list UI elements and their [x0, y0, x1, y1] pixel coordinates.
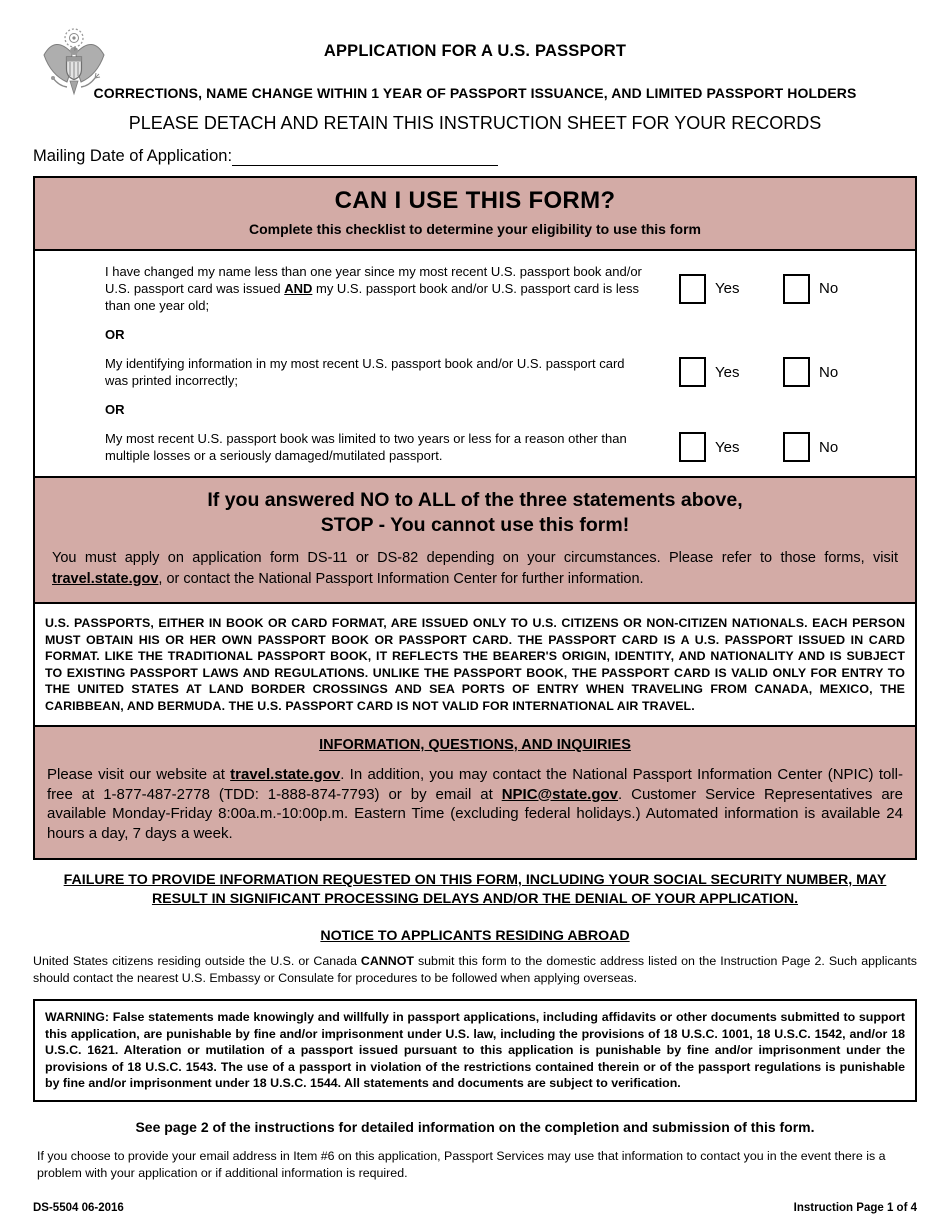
- eligibility-title: CAN I USE THIS FORM?: [334, 187, 616, 214]
- passport-card-notice-section: [35, 602, 915, 725]
- great-seal-icon: [41, 26, 107, 102]
- warning-label: WARNING:: [45, 1010, 110, 1024]
- retain-instruction-line: PLEASE DETACH AND RETAIN THIS INSTRUCTION SHEET FOR YOUR RECORDS: [128, 113, 822, 133]
- eligibility-checklist: [35, 249, 915, 476]
- page-title: APPLICATION FOR A U.S. PASSPORT: [323, 42, 627, 60]
- mailing-date-label: Mailing Date of Application:: [33, 147, 233, 165]
- travel-state-gov-link: travel.state.gov: [52, 570, 159, 587]
- stop-section: [35, 476, 915, 602]
- no-label: No: [819, 363, 839, 381]
- page-footer: [33, 1202, 917, 1214]
- stop-heading-line2: STOP - You cannot use this form!: [320, 514, 630, 536]
- abroad-notice-body: United States citizens residing outside the U.S. or Canada CANNOT submit this form to the domestic address listed on the Instruction Page 2. Such applicants should contact the nearest U.S. Embassy or Consulate for procedures to be followed when applying overseas.: [33, 954, 917, 985]
- eligibility-subtitle: Complete this checklist to determine your eligibility to use this form: [249, 221, 701, 237]
- warning-text: WARNING: False statements made knowingly and willfully in passport applications, including affidavits or other documents submitted to support this application, are punishable by fine and/or imprisonment under U.S. law, including the provisions of 18 U.S.C. 1001, 18 U.S.C. 1542, and/or 18 U.S.C. 1621. Alteration or mutilation of a passport issued pursuant to this application is punishable by fine and/or imprisonment under the provisions of 18 U.S.C. 1543. The use of a passport in violation of the restrictions contained therein or of the passport regulations is punishable by fine and/or imprisonment under 18 U.S.C. 1544. All statements and documents are subject to verification.: [45, 1010, 905, 1090]
- statement-3-text: My most recent U.S. passport book was limited to two years or less for a reason other than multiple losses or a seriously damaged/mutilated passport.: [105, 431, 627, 463]
- no-label: No: [819, 280, 839, 297]
- can-i-use-this-form-header: [35, 178, 915, 249]
- mailing-date-input[interactable]: [232, 148, 498, 166]
- stop-body-text: You must apply on application form DS-11 or DS-82 depending on your circumstances. Please refer to those forms, visit travel.state.gov, or contact the National Passport Information Center for further information.: [52, 550, 898, 587]
- statement-1-yes-checkbox[interactable]: [679, 274, 706, 304]
- yes-label: Yes: [715, 438, 740, 456]
- form-header: [33, 0, 917, 166]
- statement-3-no-checkbox[interactable]: [783, 432, 810, 462]
- page-subtitle: CORRECTIONS, NAME CHANGE WITHIN 1 YEAR OF PASSPORT ISSUANCE, AND LIMITED PASSPORT HOLDERS: [93, 85, 857, 101]
- information-inquiries-body: Please visit our website at travel.state.gov. In addition, you may contact the National Passport Information Center (NPIC) toll-free at 1-877-487-2778 (TDD: 1-888-874-7793) or by email at NPIC@state.gov. Customer Service Representatives are available Monday-Friday 8:00a.m.-10:00p.m. Eastern Time (excluding federal holidays.) Automated information is available 24 hours a day, 7 days a week.: [47, 766, 903, 842]
- see-page-2-line: See page 2 of the instructions for detailed information on the completion and submission of this form.: [135, 1118, 815, 1135]
- failure-to-provide-notice: FAILURE TO PROVIDE INFORMATION REQUESTED ON THIS FORM, INCLUDING YOUR SOCIAL SECURITY NUMBER, MAY RESULT IN SIGNIFICANT PROCESSING DELAYS AND/OR THE DENIAL OF YOUR APPLICATION.: [63, 872, 887, 907]
- travel-state-gov-link: travel.state.gov: [230, 766, 341, 783]
- or-separator-1: OR: [105, 327, 125, 342]
- no-label: No: [819, 438, 839, 456]
- statement-2-text: My identifying information in my most recent U.S. passport book and/or U.S. passport card was printed incorrectly;: [105, 356, 625, 388]
- information-inquiries-heading: INFORMATION, QUESTIONS, AND INQUIRIES: [319, 737, 631, 753]
- yes-label: Yes: [715, 363, 740, 381]
- eligibility-table: [33, 176, 917, 860]
- or-separator-2: OR: [105, 402, 125, 417]
- statement-3-yes-checkbox[interactable]: [679, 432, 706, 462]
- form-number: DS-5504 06-2016: [33, 1202, 124, 1214]
- npic-email-link: NPIC@state.gov: [501, 785, 619, 803]
- abroad-notice-heading: NOTICE TO APPLICANTS RESIDING ABROAD: [320, 928, 630, 944]
- stop-heading-line1: If you answered NO to ALL of the three statements above,: [207, 489, 743, 511]
- yes-label: Yes: [715, 280, 740, 297]
- checklist-row-2: [105, 355, 855, 389]
- statement-1-text: I have changed my name less than one year since my most recent U.S. passport book and/or U.S. passport card was issued AND my U.S. passport book and/or U.S. passport card is less than one year old;: [105, 264, 642, 313]
- checklist-row-3: [105, 430, 855, 464]
- passport-card-notice-text: U.S. PASSPORTS, EITHER IN BOOK OR CARD FORMAT, ARE ISSUED ONLY TO U.S. CITIZENS OR NON-CITIZEN NATIONALS. EACH PERSON MUST OBTAIN HIS OR HER OWN PASSPORT BOOK OR PASSPORT CARD. THE PASSPORT CARD IS A U.S. PASSPORT ISSUED IN CARD FORMAT. LIKE THE TRADITIONAL PASSPORT BOOK, IT REFLECTS THE BEARER'S ORIGIN, IDENTITY, AND NATIONALITY AND IS SUBJECT TO EXISTING PASSPORT LAWS AND REGULATIONS. UNLIKE THE PASSPORT BOOK, THE PASSPORT CARD IS VALID ONLY FOR ENTRY TO THE UNITED STATES AT LAND BORDER CROSSINGS AND SEA PORTS OF ENTRY WHEN TRAVELING FROM CANADA, MEXICO, THE CARIBBEAN, AND BERMUDA. THE U.S. PASSPORT CARD IS NOT VALID FOR INTERNATIONAL AIR TRAVEL.: [45, 616, 905, 713]
- information-inquiries-section: [35, 725, 915, 858]
- statement-2-no-checkbox[interactable]: [783, 357, 810, 387]
- checklist-row-1: [105, 263, 855, 314]
- statement-1-no-checkbox[interactable]: [783, 274, 810, 304]
- page-number-label: Instruction Page 1 of 4: [793, 1202, 917, 1214]
- warning-box: [33, 999, 917, 1102]
- email-address-notice: If you choose to provide your email address in Item #6 on this application, Passport Services may use that information to contact you in the event there is a problem with your application or if additional information is required.: [37, 1148, 886, 1180]
- statement-2-yes-checkbox[interactable]: [679, 357, 706, 387]
